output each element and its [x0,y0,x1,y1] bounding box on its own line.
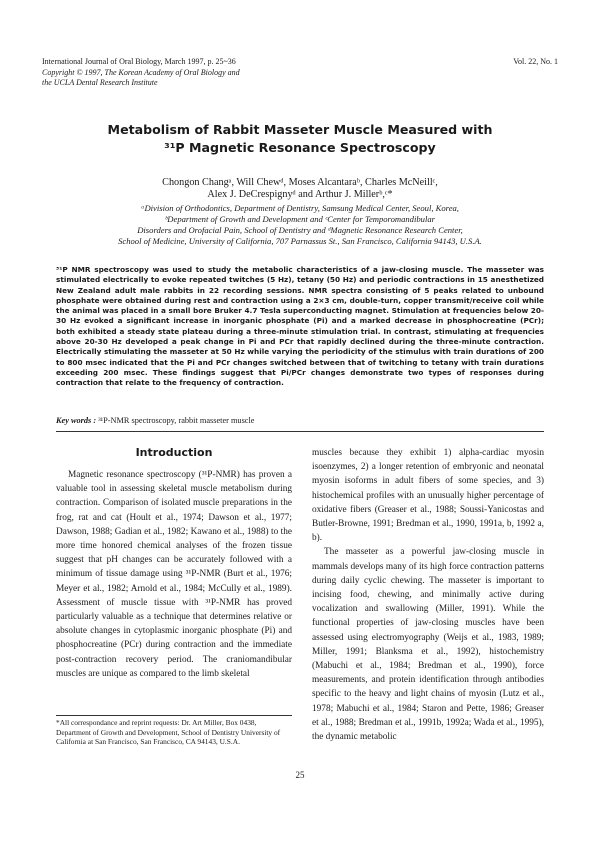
affiliation-line-3: Disorders and Orofacial Pain, School of Dentistry and ᵈMagnetic Resonance Research Center, [137,225,463,235]
correspondence-footnote: *All correspondance and reprint requests: Dr. Art Miller, Box 0438, Department of Growth and Development, School of Dentistry University of California at San Francisco, San Francisco, CA 94143, U.S.A. [56,718,281,747]
authors-line-2: Alex J. DeCrespignyᵈ and Arthur J. Millerᵇ,ᶜ* [207,189,393,200]
keywords [56,416,544,426]
paragraph: The masseter as a powerful jaw-closing muscle in mammals develops many of its high force contraction patterns during daily cyclic chewing. The masseter is important to incising food, chewing, and minimally active during vocalization and swallowing (Miller, 1991). While the functional properties of jaw-closing muscles have been assessed using electromyography (Weijs et al., 1983, 1989; Miller, 1991; Blanksma et al., 1992), histochemistry (Mabuchi et al., 1984; Bredman et al., 1990), force measurements, and protein identification through antibodies specific to the heavy and light chains of myosin (Lutz et al., 1978; Mabuchi et al., 1984; Staron and Pette, 1986; Greaser et al., 1988; Bredman et al., 1991b, 1992a; Wada et al., 1995), the dynamic metabolic [312,547,544,743]
section-heading-introduction: Introduction [135,446,213,459]
copyright-line: Copyright © 1997, The Korean Academy of Oral Biology and [42,67,240,77]
volume-label: Vol. 22, No. 1 [513,57,558,66]
title-line-2: ³¹P Magnetic Resonance Spectroscopy [164,140,436,155]
authors-line-1: Chongon Changᵃ, Will Chewᵈ, Moses Alcantaraᵇ, Charles McNeillᶜ, [162,177,438,188]
keywords-text: ³¹P-NMR spectroscopy, rabbit masseter muscle [98,416,255,425]
affiliations [36,203,564,247]
journal-line: International Journal of Oral Biology, March 1997, p. 25~36 [42,57,236,66]
affiliation-line-4: School of Medicine, University of California, 707 Parnassus St., San Francisco, California 94143, U.S.A. [118,236,482,246]
affiliation-line-1: ᵃDivision of Orthodontics, Department of Dentistry, Samsung Medical Center, Seoul, Korea, [141,203,459,213]
title-line-1: Metabolism of Rabbit Masseter Muscle Measured with [107,122,493,137]
journal-header [42,57,342,89]
paper-title [40,121,560,157]
paragraph: muscles because they exhibit 1) alpha-cardiac myosin isoenzymes, 2) a longer retention of embryonic and neonatal myosin isoforms in adult fibers of some species, and 3) histochemical profiles with an unusually higher percentage of oxidative fibers (Greaser et al., 1988; Soussi-Yanicostas and Butler-Browne, 1991; Bredman et al., 1990, 1991a, b, 1992 a, b). [312,448,544,544]
left-column [56,468,292,681]
author-list [40,177,560,201]
abstract: ³¹P NMR spectroscopy was used to study the metabolic characteristics of a jaw-closing muscle. The masseter was stimulated electrically to evoke repeated twitches (5 Hz), tetany (50 Hz) and periodic contractions in 15 anesthetized New Zealand adult male rabbits in 22 recording sessions. NMR spectra consisting of 5 peaks related to unbound phosphate were obtained during rest and contraction using a 2×3 cm, double-turn, copper transmit/receive coil while the animal was placed in a small bore Bruker 4.7 Tesla superconducting magnet. Stimulation at frequencies below 20-30 Hz evoked a significant increase in inorganic phosphate (Pi) and a marked decrease in phosphocreatine (PCr); both exhibited a steady state plateau during a three-minute stimulation trial. In contrast, stimulating at frequencies above 20-30 Hz developed a peak change in Pi and PCr that rapidly declined during the three-minute contraction. Electrically stimulating the masseter at 50 Hz while varying the periodicity of the stimulus with train durations of 200 to 800 msec indicated that the Pi and PCr changes switched between that of twitching to tetany with train durations exceeding 200 msec. These findings suggest that Pi/PCr changes demonstrate two types of responses during contraction that relate to the frequency of contraction. [56,265,544,388]
right-column [312,446,544,744]
abstract-divider [56,431,544,432]
footnote-divider [56,715,292,716]
page-number: 25 [295,770,305,780]
affiliation-line-2: ᵇDepartment of Growth and Development and ᶜCenter for Temporomandibular [164,214,435,224]
copyright-line-2: the UCLA Dental Research Institute [42,78,158,87]
paragraph: Magnetic resonance spectroscopy (³¹P-NMR) has proven a valuable tool in assessing skeletal muscle metabolism during contraction. Comparison of isolated muscle preparations in the frog, rat and cat (Hoult et al., 1974; Dawson et al., 1977; Dawson, 1988; Gadian et al., 1982; Kawano et al., 1988) to the more time honored chemical analyses of the frozen tissue suggest that pH changes can be accurately followed with a minimum of tissue damage using ³¹P-NMR (Burt et al., 1976; Meyer et al., 1982; Arnold et al., 1984; McCully et al., 1989). Assessment of muscle tissue with ³¹P-NMR has proved particularly valuable as a technique that determines relative or absolute changes in cytoplasmic inorganic phosphate (Pi) and phosphocreatine (PCr) during contraction and the immediate post-contraction recovery period. The craniomandibular muscles are unique as compared to the limb skeletal [56,470,292,679]
keywords-label: Key words : [56,416,97,425]
